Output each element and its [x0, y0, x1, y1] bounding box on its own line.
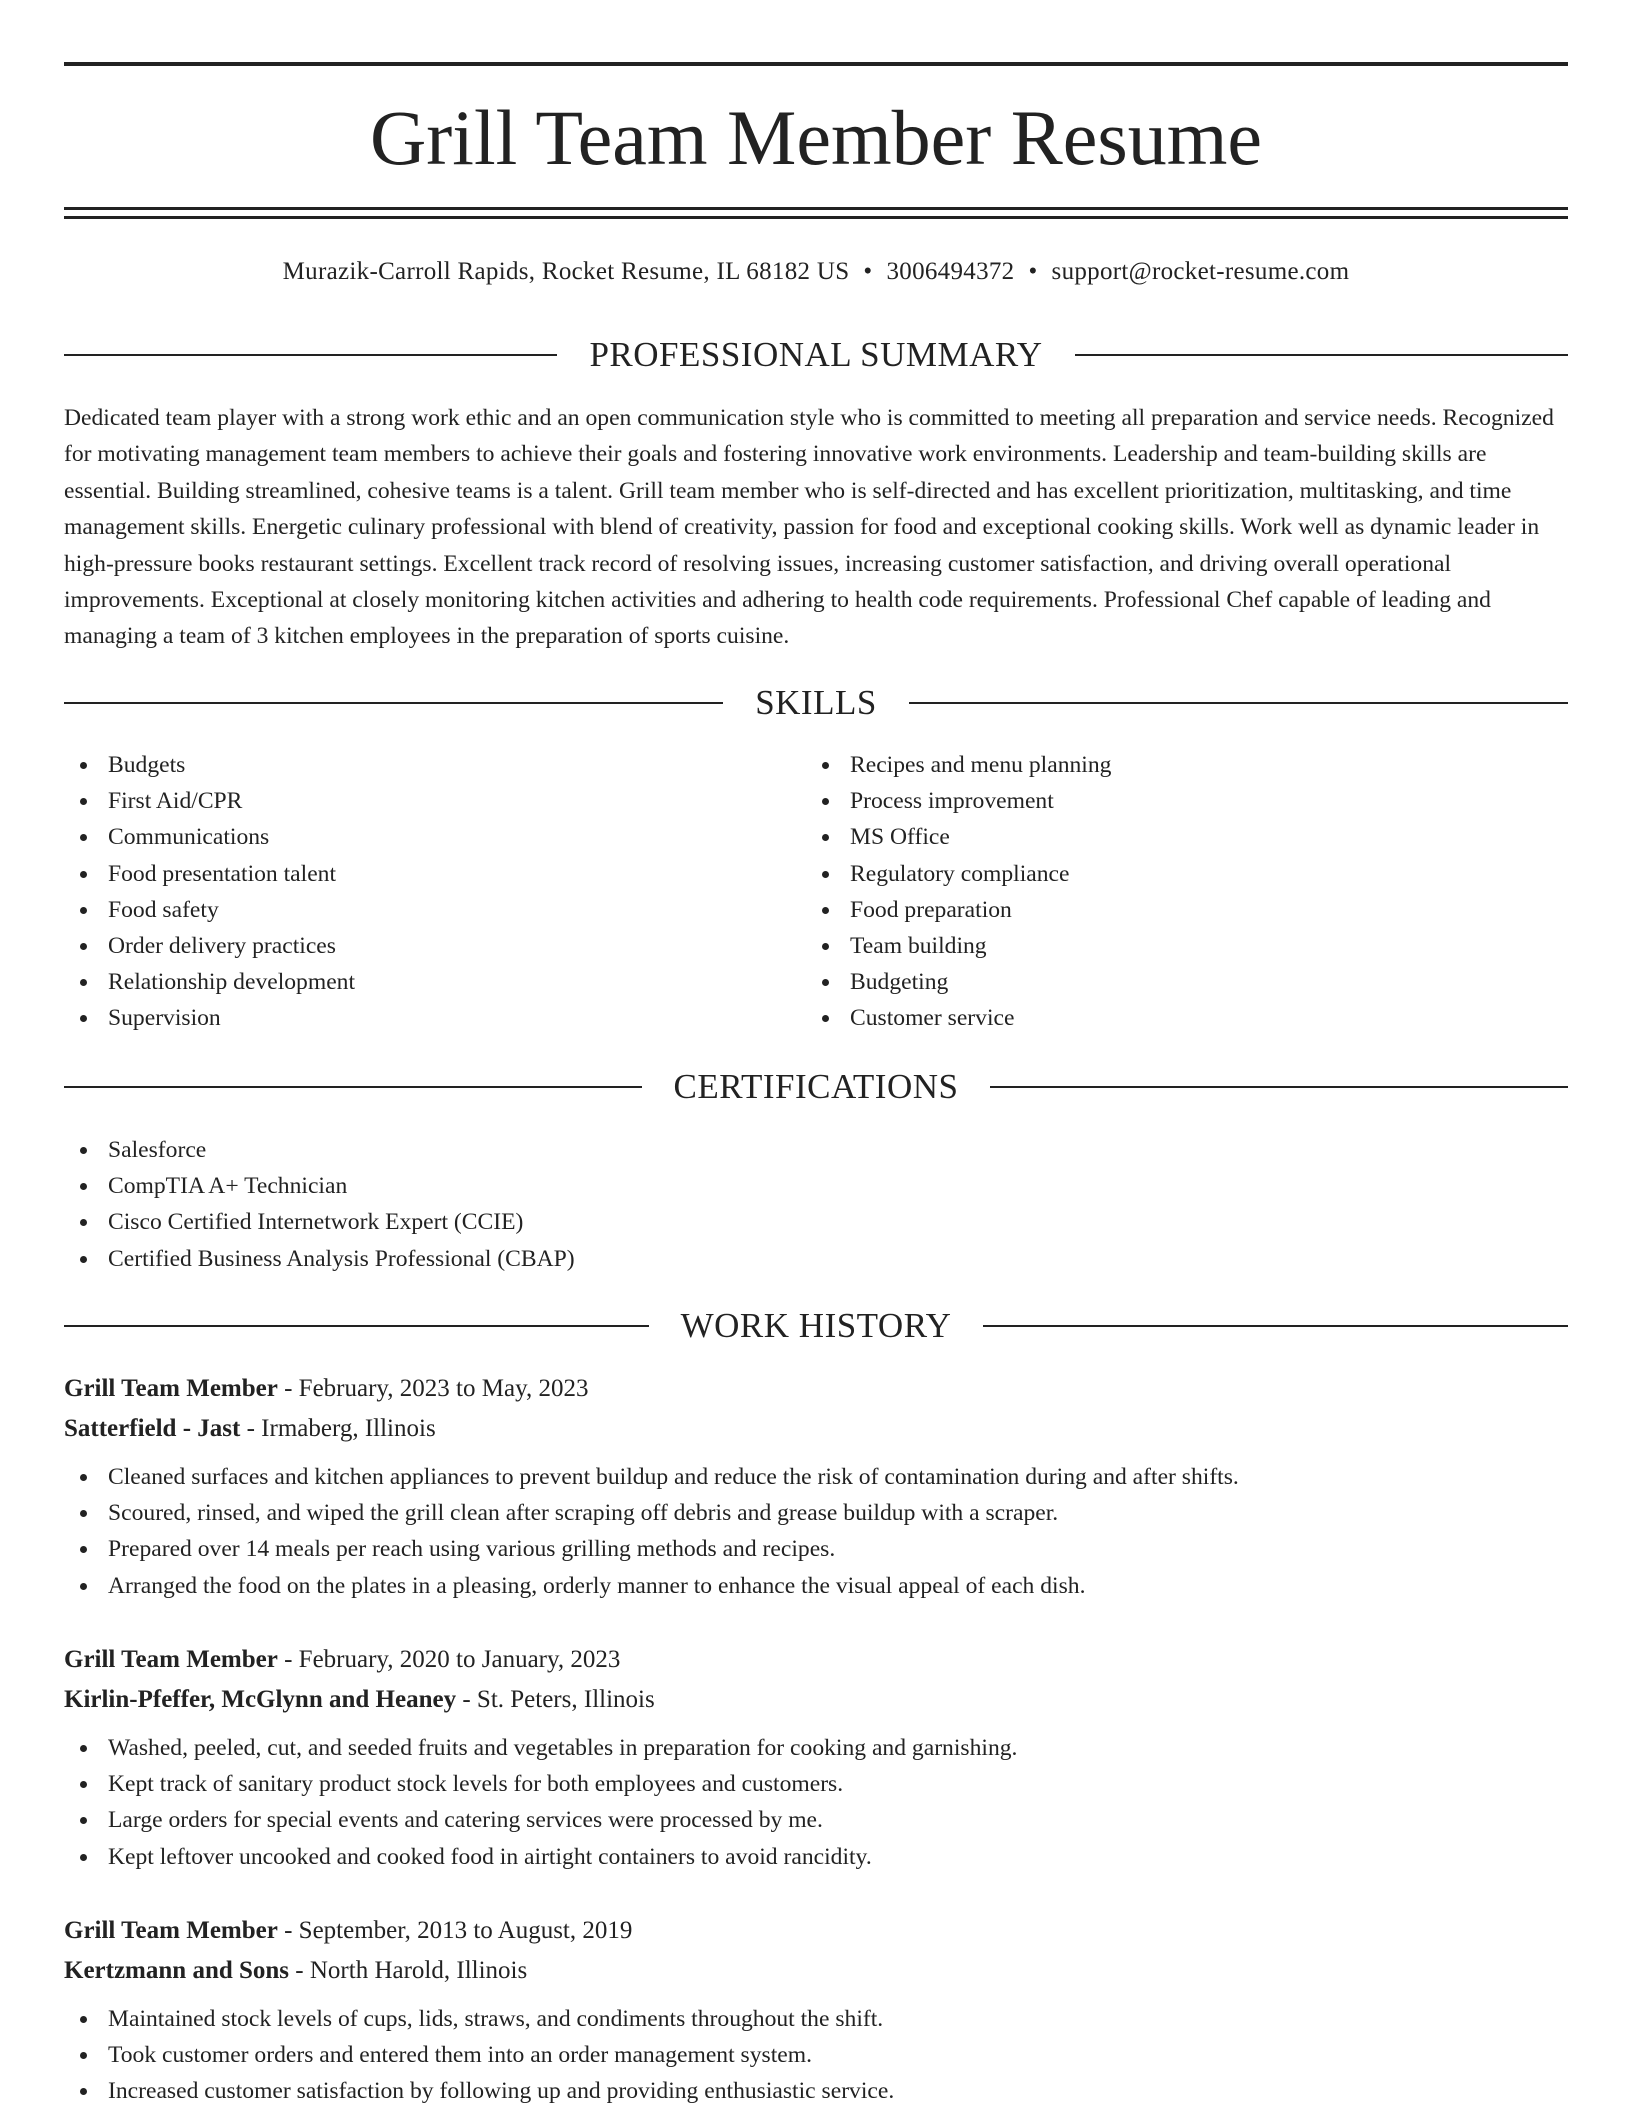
- heading-rule-left: [64, 1086, 642, 1088]
- job-company: Kirlin-Pfeffer, McGlynn and Heaney: [64, 1686, 457, 1713]
- skills-list-right: [806, 747, 1546, 1037]
- section-heading-work-history: [64, 1302, 1568, 1350]
- contact-phone: 3006494372: [886, 258, 1015, 285]
- job-duty: Prepared over 14 meals per reach using various grilling methods and recipes.: [64, 1531, 1568, 1567]
- top-rule: [64, 62, 1568, 66]
- job-duty: Increased customer satisfaction by following up and providing enthusiastic service.: [64, 2073, 1568, 2109]
- skill-item: Supervision: [64, 1000, 804, 1036]
- job-duty: Cleaned surfaces and kitchen appliances to prevent buildup and reduce the risk of contamination during and after shifts.: [64, 1459, 1568, 1495]
- contact-separator: •: [863, 258, 873, 285]
- summary-paragraph: Dedicated team player with a strong work ethic and an open communication style who is committed to meeting all preparation and service needs. Recognized for motivating management team members to achieve their goals and fostering innovative work environments. Leadership and team-building skills are essential. Building streamlined, cohesive teams is a talent. Grill team member who is self-directed and has excellent prioritization, multitasking, and time management skills. Energetic culinary professional with blend of creativity, passion for food and exceptional cooking skills. Work well as dynamic leader in high-pressure books restaurant settings. Excellent track record of resolving issues, increasing customer satisfaction, and driving overall operational improvements. Exceptional at closely monitoring kitchen activities and adhering to health code requirements. Professional Chef capable of leading and managing a team of 3 kitchen employees in the preparation of sports cuisine.: [64, 405, 1554, 650]
- resume-title: Grill Team Member Resume: [369, 94, 1263, 181]
- job-title: Grill Team Member: [64, 1646, 278, 1673]
- job-dates: - February, 2023 to May, 2023: [277, 1375, 589, 1402]
- job-duties-list: [64, 1459, 1568, 1604]
- skill-item: Communications: [64, 819, 804, 855]
- skill-item: Order delivery practices: [64, 928, 804, 964]
- skill-item: Relationship development: [64, 964, 804, 1000]
- job-entry: [64, 1911, 1568, 2110]
- job-company-line: [64, 1951, 1568, 1991]
- job-duty: Arranged the food on the plates in a pleasing, orderly manner to enhance the visual appeal of each dish.: [64, 1568, 1568, 1604]
- job-duty: Washed, peeled, cut, and seeded fruits and vegetables in preparation for cooking and garnishing.: [64, 1730, 1568, 1766]
- job-entry: [64, 1640, 1568, 1875]
- contact-line: [64, 252, 1568, 292]
- section-heading-skills: [64, 679, 1568, 727]
- job-duty: Took customer orders and entered them into an order management system.: [64, 2037, 1568, 2073]
- heading-rule-right: [990, 1086, 1568, 1088]
- contact-email: support@rocket-resume.com: [1051, 258, 1350, 285]
- certification-item: CompTIA A+ Technician: [64, 1168, 1568, 1204]
- job-company-line: [64, 1680, 1568, 1720]
- job-duties-list: [64, 2001, 1568, 2110]
- job-duty: Large orders for special events and catering services were processed by me.: [64, 1802, 1568, 1838]
- heading-rule-right: [1075, 354, 1568, 356]
- skill-item: MS Office: [806, 819, 1546, 855]
- job-title: Grill Team Member: [64, 1917, 278, 1944]
- job-company: Kertzmann and Sons: [64, 1957, 290, 1984]
- job-entry: [64, 1369, 1568, 1604]
- skills-list-left: [64, 747, 804, 1037]
- job-title-line: [64, 1640, 1568, 1680]
- job-dates: - September, 2013 to August, 2019: [277, 1917, 633, 1944]
- section-heading-certifications: [64, 1063, 1568, 1111]
- heading-rule-left: [64, 702, 723, 704]
- skill-item: Customer service: [806, 1000, 1546, 1036]
- job-company-line: [64, 1409, 1568, 1449]
- skill-item: Process improvement: [806, 783, 1546, 819]
- section-title-summary: PROFESSIONAL SUMMARY: [589, 335, 1043, 374]
- skill-item: Food presentation talent: [64, 856, 804, 892]
- contact-address: Murazik-Carroll Rapids, Rocket Resume, IL 68182 US: [282, 258, 850, 285]
- skill-item: Team building: [806, 928, 1546, 964]
- heading-rule-left: [64, 354, 557, 356]
- section-title-certifications: CERTIFICATIONS: [673, 1067, 959, 1106]
- job-duty: Kept leftover uncooked and cooked food in airtight containers to avoid rancidity.: [64, 1839, 1568, 1875]
- job-dates: - February, 2020 to January, 2023: [277, 1646, 621, 1673]
- skill-item: Food preparation: [806, 892, 1546, 928]
- skill-item: First Aid/CPR: [64, 783, 804, 819]
- skill-item: Food safety: [64, 892, 804, 928]
- job-duty: Kept track of sanitary product stock levels for both employees and customers.: [64, 1766, 1568, 1802]
- job-duties-list: [64, 1730, 1568, 1875]
- contact-separator: •: [1028, 258, 1038, 285]
- certification-item: Cisco Certified Internetwork Expert (CCIE): [64, 1204, 1568, 1240]
- job-duty: Maintained stock levels of cups, lids, straws, and condiments throughout the shift.: [64, 2001, 1568, 2037]
- certification-item: Salesforce: [64, 1132, 1568, 1168]
- title-double-rule: [64, 207, 1568, 219]
- section-title-skills: SKILLS: [755, 683, 877, 722]
- skill-item: Budgets: [64, 747, 804, 783]
- job-title: Grill Team Member: [64, 1375, 278, 1402]
- heading-rule-right: [909, 702, 1568, 704]
- skill-item: Budgeting: [806, 964, 1546, 1000]
- heading-rule-left: [64, 1325, 649, 1327]
- job-location: - North Harold, Illinois: [289, 1957, 528, 1984]
- certification-item: Certified Business Analysis Professional (CBAP): [64, 1241, 1568, 1277]
- skill-item: Regulatory compliance: [806, 856, 1546, 892]
- job-location: - Irmaberg, Illinois: [240, 1415, 436, 1442]
- job-duty: Scoured, rinsed, and wiped the grill clean after scraping off debris and grease buildup with a scraper.: [64, 1495, 1568, 1531]
- job-title-line: [64, 1369, 1568, 1409]
- skill-item: Recipes and menu planning: [806, 747, 1546, 783]
- certifications-list: [64, 1132, 1568, 1277]
- job-location: - St. Peters, Illinois: [456, 1686, 655, 1713]
- job-company: Satterfield - Jast: [64, 1415, 241, 1442]
- job-title-line: [64, 1911, 1568, 1951]
- heading-rule-right: [983, 1325, 1568, 1327]
- section-heading-summary: [64, 331, 1568, 379]
- section-title-work-history: WORK HISTORY: [680, 1306, 952, 1345]
